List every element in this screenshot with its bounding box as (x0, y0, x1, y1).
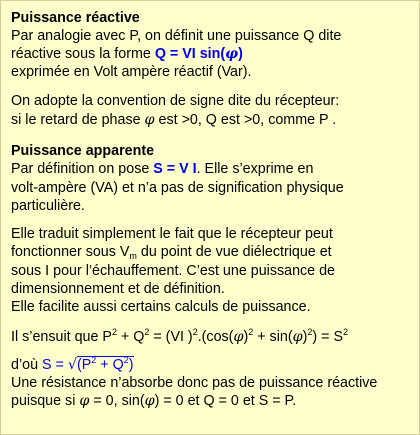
heading-apparent-power: Puissance apparente (11, 143, 155, 159)
text-line: Par analogie avec P, on définit une puissance Q dite (11, 28, 342, 44)
formula-q (155, 46, 243, 62)
subscript: m (129, 251, 137, 261)
text-fragment: .(cos( (197, 329, 234, 345)
text-line (11, 244, 332, 261)
text-line: Elle facilite aussi certains calculs de puissance. (11, 299, 311, 315)
text-fragment: est >0, Q est >0, comme P . (154, 112, 337, 128)
text-fragment: Il s’ensuit que P (11, 329, 112, 345)
superscript: 2 (248, 327, 254, 337)
text-line: Une résistance n’absorbe donc pas de puissance réactive (11, 375, 378, 391)
formula-part: + Q (96, 357, 124, 373)
superscript: 2 (342, 327, 348, 337)
radicand (77, 356, 134, 373)
heading-reactive-power: Puissance réactive (11, 10, 140, 26)
phi-symbol: φ (225, 46, 239, 62)
formula-part: Q = VI sin( (154, 46, 226, 62)
superscript: 2 (91, 355, 97, 365)
formula-part: ) (238, 46, 243, 62)
text-fragment: = (VI ) (149, 329, 193, 345)
text-fragment: ) (243, 329, 249, 345)
text-fragment: + sin( (253, 329, 293, 345)
sqrt-expression (42, 357, 133, 374)
superscript: 2 (144, 327, 150, 337)
text-line: sous I pour l’échauffement. C’est une puissance de (11, 263, 335, 279)
text-fragment: + Q (116, 329, 145, 345)
text-line: exprimée en Volt ampère réactif (Var). (11, 64, 252, 80)
text-fragment: = 0, sin( (89, 393, 145, 409)
apparent-power-formula (11, 357, 134, 374)
text-line: dimensionnement et de définition. (11, 281, 225, 297)
phi-symbol: φ (292, 329, 303, 345)
text-line (11, 46, 243, 63)
text-fragment: d’où (11, 357, 43, 373)
text-fragment: fonctionner sous V (11, 244, 130, 260)
superscript: 2 (307, 327, 313, 337)
text-fragment: . Elle s’exprime en (196, 161, 314, 177)
text-fragment: puisque si (11, 393, 80, 409)
power-relation (11, 329, 348, 346)
text-line: On adopte la convention de signe dite du récepteur: (11, 93, 340, 109)
text-fragment: ) (302, 329, 308, 345)
superscript: 2 (192, 327, 198, 337)
text-line: particulière. (11, 198, 85, 214)
text-fragment: ) = 0 et Q = 0 et S = P. (154, 393, 297, 409)
text-line: Elle traduit simplement le fait que le récepteur peut (11, 226, 333, 242)
phi-symbol: φ (144, 112, 155, 128)
superscript: 2 (123, 355, 129, 365)
text-fragment: du point de vue diélectrique et (136, 244, 332, 260)
sqrt-icon: √ (67, 357, 77, 373)
text-line (11, 112, 336, 129)
phi-symbol: φ (144, 393, 155, 409)
superscript: 2 (111, 327, 117, 337)
text-line (11, 393, 296, 410)
text-fragment: ) = S (312, 329, 343, 345)
formula-part: ) (128, 357, 134, 373)
formula-part: (P (76, 357, 92, 373)
formula-part: S = (42, 357, 68, 373)
text-line: volt-ampère (VA) et n’a pas de signification physique (11, 180, 344, 196)
phi-symbol: φ (79, 393, 90, 409)
text-line (11, 161, 313, 178)
text-fragment: si le retard de phase (11, 112, 145, 128)
formula-s: S = V I (153, 161, 197, 177)
phi-symbol: φ (233, 329, 244, 345)
text-fragment: réactive sous la forme (11, 46, 155, 62)
text-fragment: Par définition on pose (11, 161, 154, 177)
